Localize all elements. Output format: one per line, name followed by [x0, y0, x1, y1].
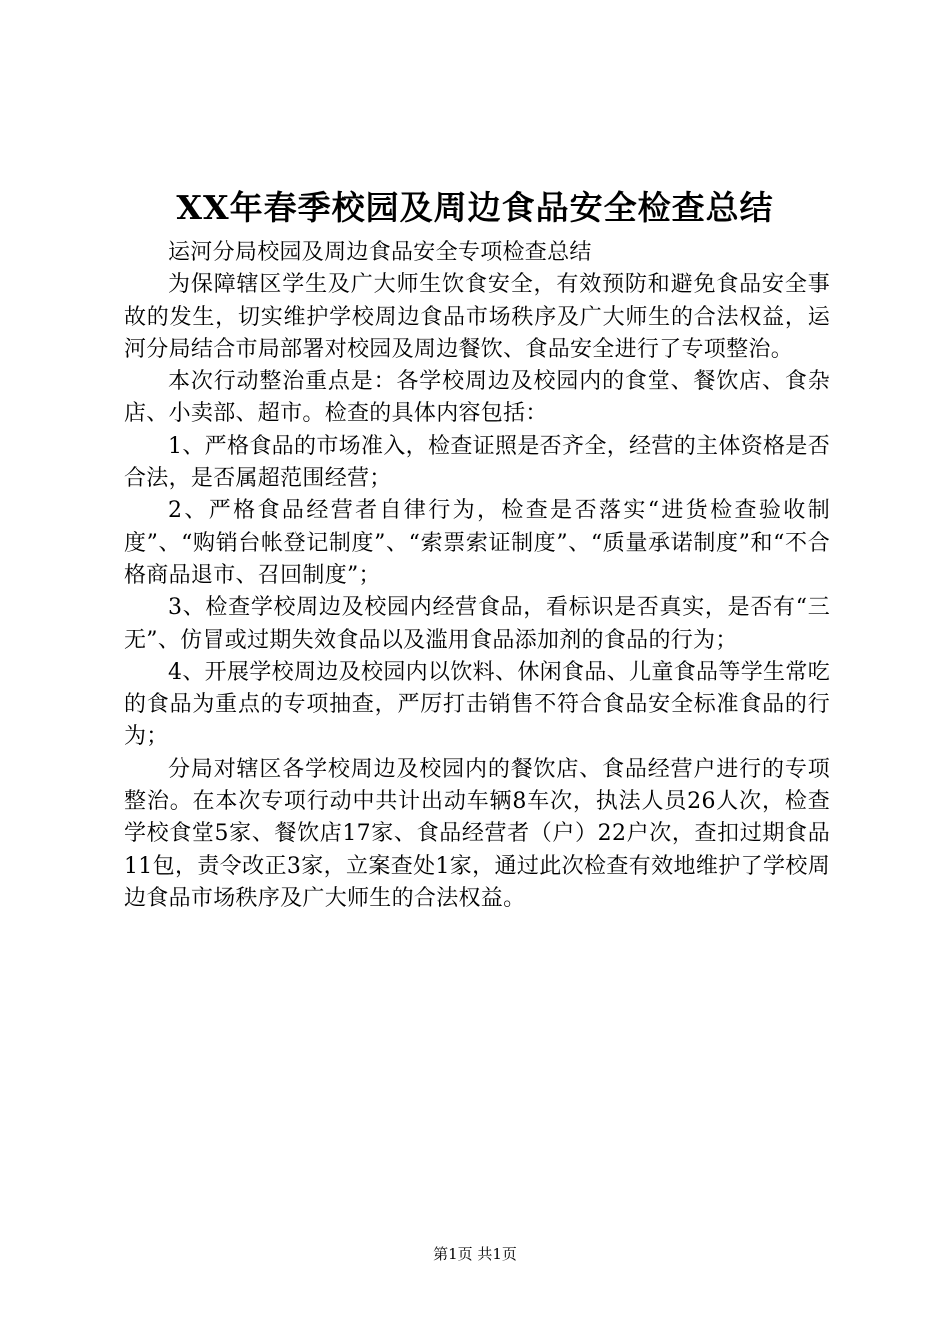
- page-number-footer: 第1页 共1页: [433, 1245, 517, 1263]
- subtitle-paragraph: 运河分局校园及周边食品安全专项检查总结: [168, 240, 592, 265]
- item-2-paragraph: 2、严格食品经营者自律行为，检查是否落实“进货检查验收制度”、“购销台帐登记制度”、“索票索证制度”、“质量承诺制度”和“不合格商品退市、召回制度”；: [124, 498, 830, 588]
- intro-paragraph: 为保障辖区学生及广大师生饮食安全，有效预防和避免食品安全事故的发生，切实维护学校周边食品市场秩序及广大师生的合法权益，运河分局结合市局部署对校园及周边餐饮、食品安全进行了专项整治。: [124, 272, 830, 362]
- summary-paragraph: 分局对辖区各学校周边及校园内的餐饮店、食品经营户进行的专项整治。在本次专项行动中共计出动车辆8车次，执法人员26人次，检查学校食堂5家、餐饮店17家、食品经营者（户）22户次，查扣过期食品11包，责令改正3家，立案查处1家，通过此次检查有效地维护了学校周边食品市场秩序及广大师生的合法权益。: [124, 756, 830, 911]
- focus-paragraph: 本次行动整治重点是：各学校周边及校园内的食堂、餐饮店、食杂店、小卖部、超市。检查的具体内容包括：: [124, 369, 830, 427]
- item-4-paragraph: 4、开展学校周边及校园内以饮料、休闲食品、儿童食品等学生常吃的食品为重点的专项抽查，严厉打击销售不符合食品安全标准食品的行为；: [124, 659, 830, 750]
- item-3-paragraph: 3、检查学校周边及校园内经营食品，看标识是否真实，是否有“三无”、仿冒或过期失效食品以及滥用食品添加剂的食品的行为；: [124, 595, 830, 653]
- item-1-paragraph: 1、严格食品的市场准入，检查证照是否齐全，经营的主体资格是否合法，是否属超范围经营；: [124, 433, 830, 492]
- document-body: [124, 237, 830, 915]
- document-title: XX年春季校园及周边食品安全检查总结: [176, 188, 774, 227]
